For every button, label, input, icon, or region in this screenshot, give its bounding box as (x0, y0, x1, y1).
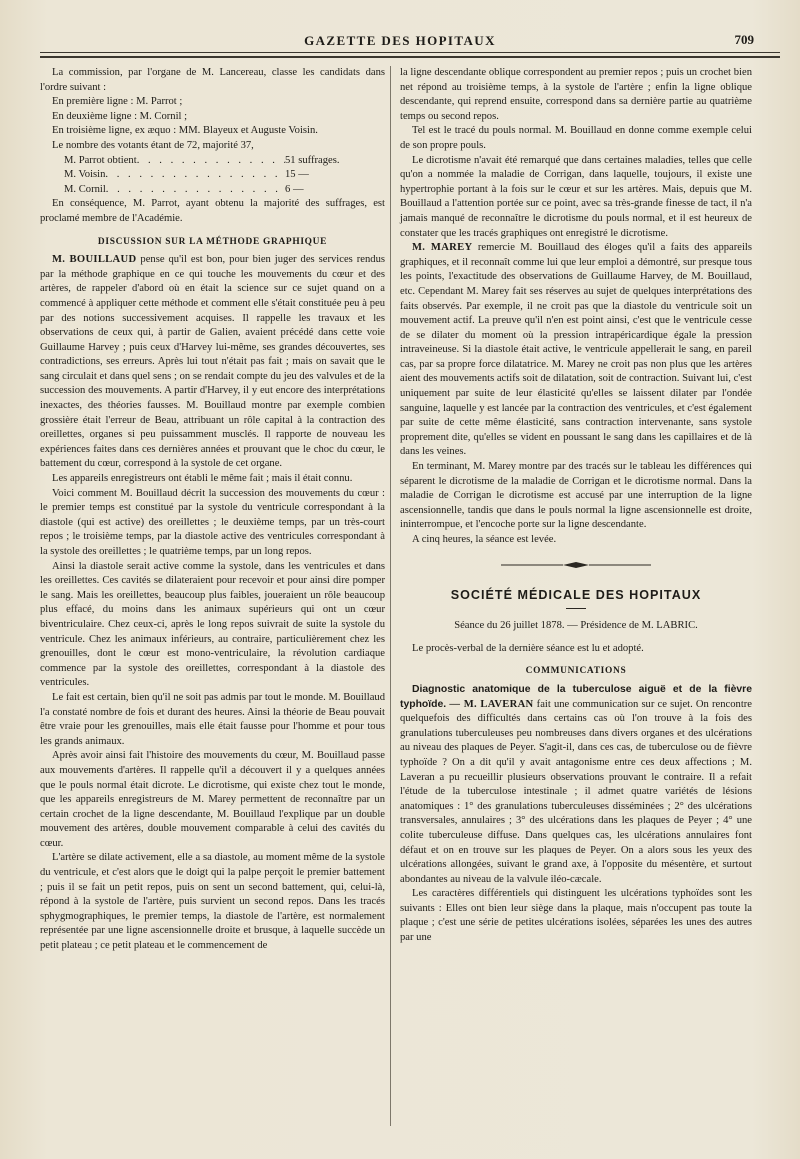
vote-count: 15 — (285, 169, 309, 181)
seance-line: Séance du 26 juillet 1878. — Présidence de M. LABRIC. (454, 620, 698, 632)
ornamental-rule-icon (501, 560, 651, 570)
vote-row (40, 183, 385, 198)
voici-paragraph: Voici comment M. Bouillaud décrit la succession des mouvements du cœur : le premier temps est constitué par la systole du ventricule correspondant à la diastole (qui est active) des oreillettes ; le deuxième temps, par un très-court repos ; le troisième temps, par la diastole active des ventricules correspondant à la systole des oreillettes ; le quatrième temps, par un long repos. (40, 487, 385, 557)
vote-count: 6 — (285, 183, 304, 195)
vote-count: 51 suffrages. (285, 154, 340, 166)
rank-second: En deuxième ligne : M. Cornil ; (52, 110, 188, 122)
dicrotisme-paragraph: Le dicrotisme n'avait été remarqué que dans certaines maladies, telles que celle qu'on a nommée la maladie de Corrigan, dans laquelle, toujours, il existe une hypertrophie portant à la fois sur le cœur et sur les artères. Mais, depuis que M. Bouillaud a l'attention portée sur ce point, avec sa très-grande finesse de tact, il n'a jamais manqué de reconnaître le dicrotisme du pouls normal, et il est heureux de constater que les tracés graphiques ont enregistré le dicrotisme. (400, 154, 752, 239)
marey-paragraph (400, 241, 752, 460)
vote-name: M. Voisin (64, 169, 106, 181)
header-rule-thick (40, 56, 780, 58)
header-rule-thin (40, 52, 780, 53)
rank-third: En troisième ligne, ex æquo : MM. Blayeux et Auguste Voisin. (52, 125, 318, 137)
ainsi-paragraph: Ainsi la diastole serait active comme la systole, dans les ventricules et dans les oreillettes. Ces cavités se dilateraient pour recevoir et pour ainsi dire pomper le sang. Mais les oreillettes, beaucoup plus faibles, joueraient un rôle beaucoup plus effacé, du moins dans les animaux supérieurs qui ont un cœur biventriculaire. Chez ceux-ci, après le long repos suivrait de suite la systole du ventricule. Chez les animaux inférieurs, au contraire, particulièrement chez les grenouilles, dont le cœur est mono-ventriculaire, la révolution cardiaque commence par la systole des oreillettes, correspondant à la diastole des ventricules. (40, 560, 385, 689)
speaker-name: — M. LAVERAN (449, 698, 534, 710)
running-title: GAZETTE DES HOPITAUX (304, 33, 496, 48)
artere-paragraph: L'artère se dilate activement, elle a sa diastole, au moment même de la systole du ventricule, et c'est alors que le doigt qui la palpe perçoit le premier battement ; puis il se fait un petit repos, puis on sent un second battement, qui, celui-là, répond à la systole de l'artère, puis survient un second repos. Dans les tracés sphygmographiques, le premier temps, la diastole de l'artère, est normalement représentée par une ligne ascensionnelle droite et brusque, à laquelle succède un petit plateau ; ce petit plateau et le commencement de (40, 852, 385, 952)
communication-title: Diagnostic anatomique de la tuberculose aiguë et de la fièvre typhoïde. (400, 683, 752, 710)
apres-paragraph: Après avoir ainsi fait l'histoire des mouvements du cœur, M. Bouillaud passe aux mouvements d'artères. Il rappelle qu'il a découvert il y a quelques années que le pouls normal était dicrote. Le dicrotisme, qui existe chez tout le monde, que les appareils enregistreurs de M. Marey permettent de reconnaître par un certain crochet de la ligne descendante, M. Bouillaud l'explique par un double mouvement des artères, double mouvement comparable à celui des cavités du cœur. (40, 750, 385, 849)
continuation-paragraph: la ligne descendante oblique correspondent au premier repos ; puis un crochet bien net répond au troisième temps, à la systole de l'artère ; enfin la ligne oblique descendante, qui reprend ensuite, correspond dans sa dernière partie au quatrième temps ou second repos. (400, 67, 752, 122)
tel-paragraph: Tel est le tracé du pouls normal. M. Bouillaud en donne comme exemple celui de son propre pouls. (400, 125, 752, 151)
page-number: 709 (734, 32, 754, 47)
consequence-paragraph: En conséquence, M. Parrot, ayant obtenu la majorité des suffrages, est proclamé membre de l'Académie. (40, 198, 385, 224)
bouillaud-paragraph (40, 253, 385, 472)
votants-line: Le nombre des votants étant de 72, majorité 37, (52, 139, 254, 151)
appareils-paragraph: Les appareils enregistreurs ont établi le même fait ; mais il était connu. (52, 473, 353, 485)
vote-row (40, 168, 385, 183)
section-heading-communications: COMMUNICATIONS (525, 666, 627, 677)
speaker-name: M. MAREY (412, 242, 473, 254)
leader-dots (105, 168, 285, 183)
fait-paragraph: Le fait est certain, bien qu'il ne soit pas admis par tout le monde. M. Bouillaud l'a constaté nombre de fois et durant des heures. Ainsi la théorie de Beau pouvait être vraie pour les grenouilles, mais elle était fausse pour l'homme et pour tous les grands animaux. (40, 691, 385, 747)
speaker-name: M. BOUILLAUD (52, 254, 137, 266)
vote-row (40, 154, 385, 169)
caracteres-paragraph: Les caractères différentiels qui distinguent les ulcérations typhoïdes sont les suivants : Elles ont bien leur siège dans la plaque, mais n'occupent pas toute la plaque ; c'est une série de petites ulcérations isolées, séparées les unes des autres par une (400, 888, 752, 944)
terminant-paragraph: En terminant, M. Marey montre par des tracés sur le tableau les différences qui séparent le dicrotisme de la maladie de Corrigan et le dicrotisme normal. Dans la maladie de Corrigan le dicrotisme est accusé par une interruption de la ligne ascensionnelle, tandis que dans le pouls normal la ligne ascensionnelle est droite, ininterrompue, et l'encoche porte sur la ligne descendante. (400, 461, 752, 531)
section-heading-discussion: DISCUSSION SUR LA MÉTHODE GRAPHIQUE (97, 236, 328, 247)
proces-verbal: Le procès-verbal de la dernière séance est lu et adopté. (412, 642, 644, 654)
left-column (40, 66, 385, 954)
commission-paragraph: La commission, par l'organe de M. Lancereau, classe les candidats dans l'ordre suivant : (40, 67, 385, 93)
laveran-paragraph (400, 683, 752, 887)
rank-first: En première ligne : M. Parrot ; (52, 96, 183, 108)
vote-name: M. Parrot obtient (64, 154, 137, 166)
leader-dots (137, 154, 285, 169)
column-divider (390, 66, 391, 1126)
short-rule (566, 608, 586, 609)
marey-text: remercie M. Bouillaud des éloges qu'il a faits des appareils graphiques, et il reconnaît comme lui que leur emploi a démontré, sur presque tous les points, l'exactitude des observations de Guillaume Harvey, de M. Bouillaud, etc. Cependant M. Marey fait ses réserves au sujet de quelques interprétations des faits observés. Par exemple, il ne croit pas que la diastole du ventricule soit un mouvement actif. La preuve qu'il n'en est point ainsi, c'est que le ventricule cesse de se dilater du moment où la pression intrapéricardique égale la pression intraveineuse. Si la diastole était active, le ventricule appellerait le sang, en pareil cas, par sa propre force dilatatrice. M. Marey ne croit pas non plus que les artères aient des mouvements actifs soit de dilatation, soit de contraction. Suivant lui, c'est uniquement par suite de leur élasticité qu'elles se laissent dilater par l'ondée sanguine, laquelle y est lancée par la contraction des ventricules, et c'est également par suite de cette même élasticité, sans contraction intervenante, sans systole proprement dite, qu'elles se vident en poussant le sang dans les capillaires et de là dans les veines. (400, 242, 752, 458)
bouillaud-text: pense qu'il est bon, pour bien juger des services rendus par la méthode graphique en ce qui touche les mouvements du cœur et des artères, de rappeler d'abord où en était la science sur ce sujet quand on a commencé à appliquer cette méthode et comment elle s'était constituée peu à peu par des notions successivement acquises. Il rappelle les travaux et les observations de ceux qui, à partir de Galien, avaient précédé dans cette voie Guillaume Harvey ; puis ceux d'Harvey lui-même, ses grandes découvertes, ses contradictions, ses erreurs. Après lui tout n'était pas fait ; mais on savait que le sang circulait et dans quel sens ; on se rendait compte du jeu des valvules et de la succession des mouvements. A partir d'Harvey, il y eut encore des interprétations inexactes, des théories fausses. M. Bouillaud montre par exemple combien grossière était l'erreur de Beau, attribuant un rôle capital à la contraction des oreillettes, organes si peu puissamment musclés. Il rapporte de nouveau les expériences faites dans ces dernières années et prouvant que le choc du cœur, le battement du cœur, correspond à la systole de cet organe. (40, 254, 386, 470)
leader-dots (106, 183, 285, 198)
society-title: SOCIÉTÉ MÉDICALE DES HOPITAUX (450, 587, 702, 602)
right-column (400, 66, 752, 946)
seance-levee: A cinq heures, la séance est levée. (412, 534, 557, 545)
laveran-text: fait une communication sur ce sujet. On rencontre quelquefois des difficultés dans certains cas où l'on trouve à la fois des granulations tuberculeuses peu nombreuses dans divers organes et des ulcérations au niveau des plaques de Peyer. S'agit-il, dans ces cas, de tuberculose ou de fièvre typhoïde ? On a dit qu'il y avait antagonisme entre ces deux affections ; M. Laveran a pu recueillir plusieurs observations prouvant le contraire. Il a refait l'étude de la tuberculose intestinale ; il admet quatre variétés de lésions anatomiques : 1° des granulations tuberculeuses disséminées ; 2° des ulcérations transversales, annulaires ; 3° des ulcérations dans les plaques de Peyer ; 4° une colite tuberculeuse diffuse. Dans quelques cas, les ulcérations annulaires font défaut et on en trouve sur les plaques de Peyer. On a alors sous les yeux des ulcérations allongées, suivant le grand axe, à l'opposite du mésentère, et surtout abondantes au niveau de la valvule iléo-cæcale. (400, 698, 752, 885)
vote-name: M. Cornil (64, 183, 106, 195)
